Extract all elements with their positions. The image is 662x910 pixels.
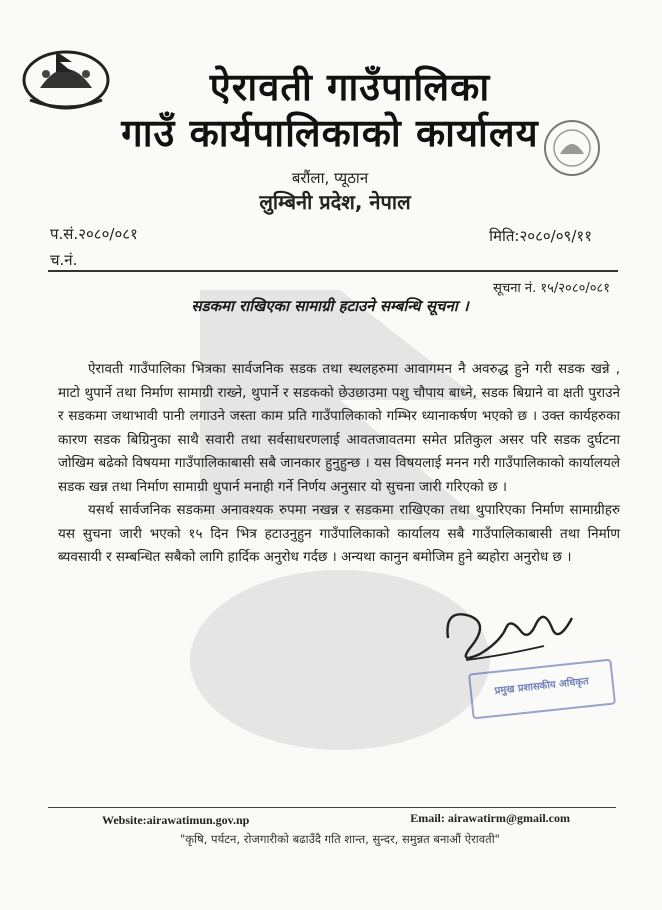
notice-body xyxy=(58,358,620,570)
header-divider xyxy=(48,270,618,272)
website-text: Website:airawatimun.gov.np xyxy=(102,813,250,827)
address-line2: लुम्बिनी प्रदेश, नेपाल xyxy=(259,190,411,214)
nepal-emblem-icon xyxy=(20,40,112,112)
address-line1: बरौंला, प्यूठान xyxy=(291,169,369,187)
body-paragraph-1: ऐरावती गाउँपालिका भित्रका सार्वजनिक सडक तथा स्थलहरुमा आवागमन नै अवरुद्ध हुने गरी सडक खन्ने , माटो थुपार्ने तथा निर्माण सामाग्री राख्ने, थुपार्ने र सडकको छेउछाउमा पशु चौपाय बाध्ने, सडक बिग्राने वा क्षती पुराउने र सडकमा जथाभावी पानी लगाउने जस्ता काम प्रति गाउँपालिकाको गम्भिर ध्यानाकर्षण भएको छ । उक्त कार्यहरुका कारण सडक बिग्रिनुका साथै सवारी तथा सर्वसाधरणलाई आवतजावतमा समेत प्रतिकुल असर परि सडक दुर्घटना जोखिम बढेको विषयमा गाउँपालिकाबासी सबै जानकार हुनुहुन्छ । यस विषयलाई मनन गरी गाउँपालिकाको कार्यालयले सडक खन्न तथा निर्माण सामाग्री थुपार्न मनाही गर्ने निर्णय अनुसार यो सुचना जारी गरिएको छ । xyxy=(58,361,620,495)
office-stamp: प्रमुख प्रशासकीय अधिकृत xyxy=(468,659,616,720)
office-title-line2: गाउँ कार्यपालिकाको कार्यालय xyxy=(121,111,539,155)
dispatch-number: च.नं. xyxy=(50,251,78,269)
notice-number: सूचना नं. १५/२०८०/०८१ xyxy=(493,281,610,296)
slogan-text: "कृषि, पर्यटन, रोजगारीको बढाउँदै गति शान्त, सुन्दर, समुन्नत बनाऔं ऐरावती" xyxy=(180,832,500,846)
letter-date: मिति:२०८०/०९/११ xyxy=(489,227,592,245)
body-paragraph-2: यसर्थ सार्वजनिक सडकमा अनावश्यक रुपमा नखन्न र सडकमा राखिएका तथा थुपारिएका निर्माण सामाग्रीहरु यस सुचना जारी भएको १५ दिन भित्र हटाउनुहुन गाउँपालिकाको कार्यालय सबै गाउँपालिकाबासी तथा निर्माण ब्यवसायी र सम्बन्धित सबैको लागि हार्दिक अनुरोध गर्दछ । अन्यथा कानुन बमोजिम हुने ब्यहोरा अनुरोध छ । xyxy=(58,502,620,565)
email-text: Email: airawatirm@gmail.com xyxy=(410,811,570,825)
footer-divider xyxy=(48,807,616,808)
reference-number: प.सं.२०८०/०८१ xyxy=(50,225,138,243)
office-title-line1: ऐरावती गाउँपालिका xyxy=(209,65,491,109)
notice-subject: सडकमा राखिएका सामाग्री हटाउने सम्बन्धि सूचना । xyxy=(191,297,469,315)
